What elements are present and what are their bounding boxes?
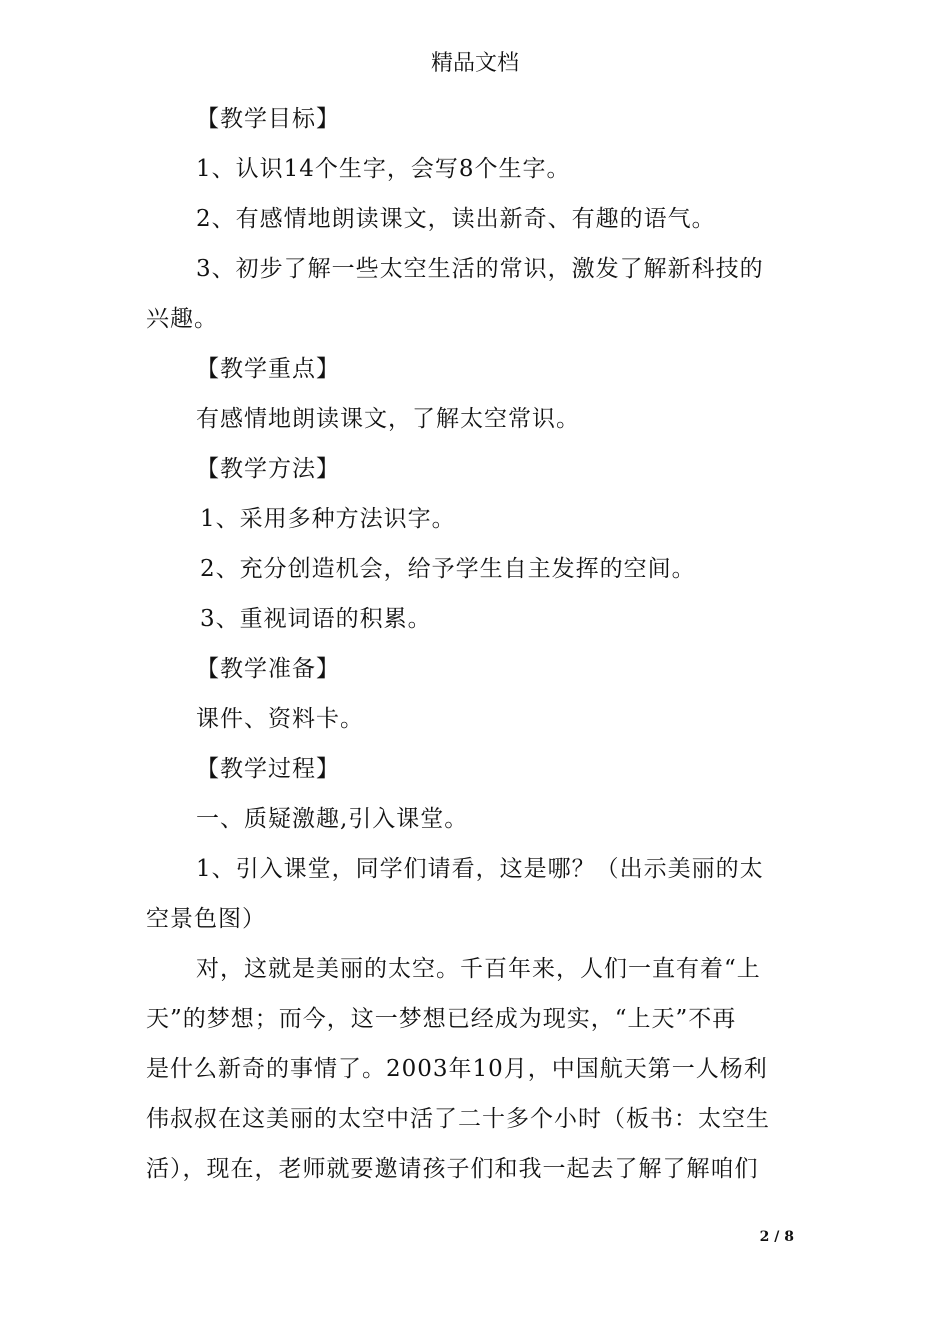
paragraph: 对，这就是美丽的太空。千百年来，人们一直有着“上	[196, 956, 761, 982]
paragraph-continuation: 空景色图）	[146, 906, 266, 932]
paragraph-continuation: 天”的梦想；而今，这一梦想已经成为现实，“上天”不再	[146, 1006, 737, 1032]
paragraph-continuation: 伟叔叔在这美丽的太空中活了二十多个小时（板书：太空生	[146, 1106, 770, 1132]
paragraph: 一、质疑激趣,引入课堂。	[196, 806, 469, 832]
paragraph: 1、引入课堂，同学们请看，这是哪？（出示美丽的太	[196, 856, 764, 882]
document-body	[146, 94, 806, 1194]
paragraph-continuation: 是什么新奇的事情了。2003年10月，中国航天第一人杨利	[146, 1056, 768, 1082]
paragraph: 课件、资料卡。	[196, 706, 364, 732]
paragraph: 3、初步了解一些太空生活的常识，激发了解新科技的	[196, 256, 764, 282]
page-number: 2 / 8	[759, 1229, 794, 1245]
page-header-title: 精品文档	[430, 51, 519, 76]
section-heading-methods: 【教学方法】	[196, 456, 340, 482]
paragraph-continuation: 兴趣。	[146, 306, 218, 332]
section-heading-process: 【教学过程】	[196, 756, 340, 782]
paragraph: 2、有感情地朗读课文，读出新奇、有趣的语气。	[196, 206, 716, 232]
paragraph: 有感情地朗读课文，了解太空常识。	[196, 406, 580, 432]
section-heading-preparation: 【教学准备】	[196, 656, 340, 682]
paragraph: 1、认识14个生字，会写8个生字。	[196, 156, 571, 182]
paragraph-continuation: 活），现在，老师就要邀请孩子们和我一起去了解了解咱们	[146, 1156, 759, 1182]
section-heading-objectives: 【教学目标】	[196, 106, 340, 132]
list-item: 3、重视词语的积累。	[200, 606, 432, 632]
list-item: 1、采用多种方法识字。	[200, 506, 456, 532]
section-heading-key-points: 【教学重点】	[196, 356, 340, 382]
list-item: 2、充分创造机会，给予学生自主发挥的空间。	[200, 556, 696, 582]
